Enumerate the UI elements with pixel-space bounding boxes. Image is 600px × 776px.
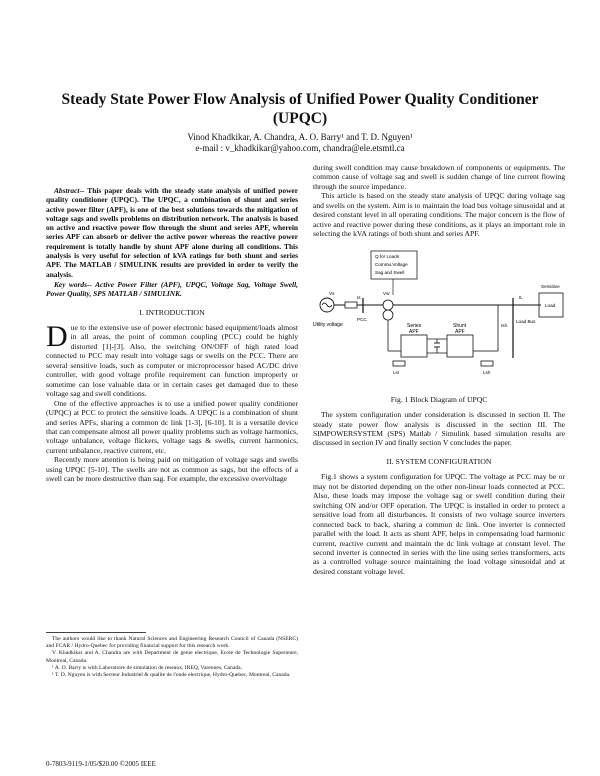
author-emails: e-mail : v_khadkikar@yahoo.com, chandra@ele.etsmtl.ca <box>195 143 405 153</box>
legend-item-1: Q.for Loads <box>375 253 400 259</box>
figure-caption: Fig. 1 Block Diagram of UPQC <box>390 394 488 404</box>
author-names: Vinod Khadkikar, A. Chandra, A. O. Barry¹ and T. D. Nguyen¹ <box>187 132 413 142</box>
label-vsr: Vsr <box>383 290 390 296</box>
label-vs: Vs <box>329 290 335 296</box>
label-lsh: Lsh <box>483 369 491 375</box>
lsh-inductor <box>481 361 493 366</box>
section-heading-system-configuration: II. SYSTEM CONFIGURATION <box>386 456 492 466</box>
label-lsr: Lsr <box>393 369 400 375</box>
right-column <box>313 163 565 576</box>
abstract <box>46 186 298 279</box>
author-block <box>40 132 560 154</box>
section-heading-introduction: I. INTRODUCTION <box>139 307 205 317</box>
footnotes <box>46 636 298 679</box>
label-series-apf: APF <box>409 328 419 335</box>
keywords-text: Active Power Filter (APF), UPQC, Voltage Sag, Voltage Swell, Power Quality, SPS MATLAB / SIMULINK. <box>46 279 298 299</box>
label-pcc: PCC <box>357 316 367 322</box>
intro-paragraph-1-text: ue to the extensive use of power electronic based equipment/loads almost in all areas, the point of common coupling (PCC) could be highly distorted [1]-[3]. Also, the switching ON/OFF of high rated load connected to PCC may result into voltage sags or swells on the PCC. There are several sensitive loads, such as computer or microprocessor based AC/DC drive controller, with good voltage profile requirement can function improperly or sometime can lose valuable data or in certain cases get damaged due to these voltage sag and swell conditions. <box>46 323 298 399</box>
right-paragraph-3: The system configuration under consideration is discussed in section II. The steady state power flow analysis is discussed in the section III. The SIMPOWERSYSTEM (SPS) Matlab / Simulink based simulation results are discussed in section IV and finally section V concludes the paper. <box>313 410 565 448</box>
abstract-text: This paper deals with the steady state analysis of unified power quality conditioner (UPQC). The UPQC, a combination of shunt and series active power filter (APF), is one of the best solutions towards the mitigation of voltage sags and swells problems on distribution network. The analysis is based on active and reactive power flow through the shunt and series APF, wherein series APF can absorb or deliver the active power whereas the reactive power requirement is totally handle by shunt APF alone during all conditions. This analysis is very useful for selection of kVA ratings for both shunt and series APF. The MATLAB / SIMULINK results are provided in order to verify the analysis. <box>46 186 298 279</box>
label-utility-voltage: Utility voltage <box>313 321 343 328</box>
keywords-label: Key words-- <box>54 279 92 289</box>
keywords <box>46 280 298 299</box>
sine-glyph <box>322 303 332 307</box>
source-impedance <box>345 302 357 308</box>
left-column <box>46 186 298 484</box>
intro-paragraph-3: Recently more attention is being paid on mitigation of voltage sags and swells using UPQC [5-10]. The swells are not as common as sags, but the effects of a swell can be more destructive than sag. For example, the excessive overvoltage <box>46 455 298 484</box>
series-transformer-coil-1 <box>383 300 393 310</box>
intro-paragraph-2: One of the effective approaches is to use a unified power quality conditioner (UPQC) at PCC to protect the sensitive loads. A UPQC is a combination of shunt and series APFs, sharing a common dc link [1-3], [6-10]. It is a versatile device that can compensate almost all power quality problems such as voltage harmonics, voltage unbalance, voltage flickers, voltage sags & swells, current harmonics, current unbalance, reactive current, etc. <box>46 398 298 455</box>
label-ish: Ish <box>501 322 508 328</box>
right-paragraph-1: during swell condition may cause breakdown of components or equipments. The common cause of voltage sag and swell is sudden change of line current flowing through the source impedance. <box>313 163 565 191</box>
label-sensitive: Sensitive <box>541 283 560 289</box>
right-paragraph-2: This article is based on the steady state analysis of UPQC during voltage sag and swells on the system. Aim is to maintain the load bus voltage sinusoidal and at desired constant level in all operating conditions. The major concern is the flow of active and reactive power during these conditions, as it plays an important role in selecting the kVA ratings of both shunt and series APF. <box>313 191 565 239</box>
intro-paragraph-1 <box>46 320 298 399</box>
footnote-affiliation-3: ¹ T. D. Nguyen is with Secteur Industriel & qualite de l'onde electrique, Hydro-Quebec, Montreal, Canada. <box>52 672 291 679</box>
lsr-inductor <box>393 361 405 366</box>
legend-item-3: Sag and Swell <box>375 269 405 275</box>
footnote-affiliation-1: V. Khadkikar and A. Chandra are with Department de genie electrique, Ecole de Technologie Superieure, Montreal, Canada. <box>46 650 298 664</box>
footnote-affiliation-2: ¹ A. O. Barry is with Laboratoire de simulation de reseaux, IREQ, Varennes, Canada. <box>52 664 243 671</box>
legend-item-2: Commu.Voltage <box>375 261 408 267</box>
drop-cap: D <box>46 320 68 354</box>
series-transformer-coil-2 <box>383 310 393 320</box>
label-shunt-apf: APF <box>455 328 465 335</box>
right-paragraph-4: Fig.1 shows a system configuration for UPQC. The voltage at PCC may be or may not be distorted depending on the other non-linear loads connected at PCC. Also, these loads may impose the voltage sag or swell condition during their switching ON and/or OFF operation. The UPQC is installed in order to protect a sensitive load from all disturbances. It consists of two voltage source inverters connected back to back, sharing a common dc link. One inverter is connected parallel with the load. It acts as shunt APF, helps in compensating load harmonic current, reactive current and maintain the dc link voltage at constant level. The second inverter is connected in series with the line using series transformers, acts as a controlled voltage source maintaining the load voltage sinusoidal and at desired constant voltage level. <box>313 472 565 576</box>
footnote-rule <box>46 632 146 633</box>
series-apf-block <box>401 335 427 357</box>
footnote-funding: The authors would like to thank Natural Sciences and Engineering Research Council of Canada (NSERC) and FCAR / Hydro-Quebec for providing financial support for this research work. <box>46 636 298 650</box>
upqc-diagram <box>313 243 565 393</box>
paper-title: Steady State Power Flow Analysis of Unified Power Quality Conditioner (UPQC) <box>61 91 539 127</box>
label-is: Is <box>357 294 361 300</box>
abstract-label: Abstract-- <box>54 186 85 195</box>
label-shunt: Shunt <box>453 322 467 329</box>
label-load-bus: Load Bus <box>516 318 536 324</box>
figure-upqc-block-diagram <box>313 243 565 393</box>
label-load: Load <box>545 302 556 308</box>
label-series: Series <box>407 322 422 329</box>
label-il: IL <box>519 294 523 300</box>
shunt-apf-block <box>447 335 473 357</box>
isbn-line: 0-7803-9119-1/05/$20.00 ©2005 IEEE <box>46 760 156 768</box>
